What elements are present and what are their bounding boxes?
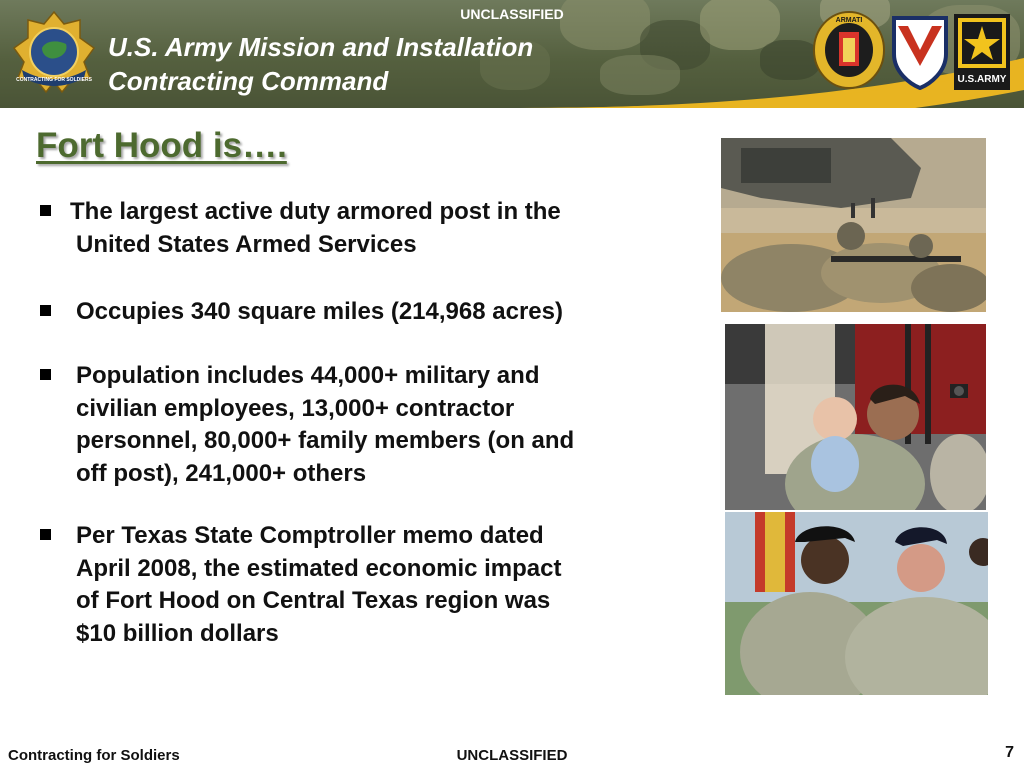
bullet-line: $10 billion dollars [76,619,279,647]
square-bullet-icon [40,305,51,316]
square-bullet-icon [40,529,51,540]
header-title-line1: U.S. Army Mission and Installation [108,32,534,62]
bullet-line: April 2008, the estimated economic impact [76,554,562,582]
bullet-line: personnel, 80,000+ family members (on and [76,427,575,454]
header-title-line2: Contracting Command [108,66,389,96]
slide-heading: Fort Hood is…. [36,126,287,165]
top-classification: UNCLASSIFIED [460,6,564,22]
bullet-line: off post), 241,000+ others [76,459,367,487]
micc-seal-icon [12,10,96,94]
soldier-family-photo [725,324,986,510]
logo-left-text: CONTRACTING FOR SOLDIERS [16,77,92,83]
bullet-item [36,360,574,490]
bullet-line: The largest active duty armored post in the [70,198,561,225]
bullet-line: civilian employees, 13,000+ contractor [76,394,515,422]
bullet-line: United States Armed Services [76,230,417,258]
us-army-star-logo-icon [954,14,1010,90]
bullet-item [36,196,561,261]
bullet-line: of Fort Hood on Central Texas region was [76,587,551,614]
bullet-line: Per Texas State Comptroller memo dated [76,522,544,549]
page-number: 7 [1005,744,1014,761]
header-banner [0,0,1024,108]
bullet-item [36,520,562,650]
square-bullet-icon [40,205,51,216]
footer-left-text: Contracting for Soldiers [8,747,180,764]
header-title [108,30,533,98]
bullet-item [36,296,563,329]
helicopter-soldiers-photo [721,138,986,312]
bullet-line: Population includes 44,000+ military and [76,362,540,389]
armati-crest-icon [812,10,886,90]
armati-text: ARMATI [835,17,863,24]
bullet-line: Occupies 340 square miles (214,968 acres) [76,298,563,325]
shield-patch-icon [890,14,950,90]
soldiers-ceremony-photo [725,512,988,695]
footer-classification: UNCLASSIFIED [456,747,568,764]
square-bullet-icon [40,369,51,380]
army-logo-text: U.S.ARMY [957,74,1007,85]
